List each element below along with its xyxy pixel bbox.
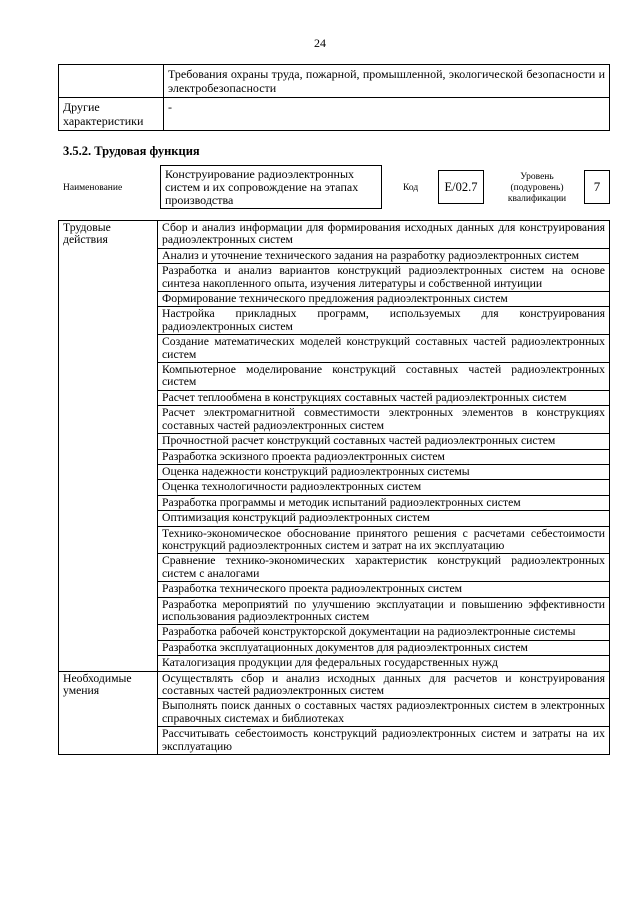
list-item: Выполнять поиск данных о составных частях радиоэлектронных систем в электронных справочных системах и библиотеках <box>158 699 610 727</box>
list-item: Оценка технологичности радиоэлектронных систем <box>158 480 610 495</box>
list-item: Осуществлять сбор и анализ исходных данных для расчетов и конструирования составных частей радиоэлектронных систем <box>158 671 610 699</box>
list-item: Расчет теплообмена в конструкциях составных частей радиоэлектронных систем <box>158 390 610 405</box>
list-item: Настройка прикладных программ, используемых для конструирования радиоэлектронных систем <box>158 307 610 335</box>
row-value: - <box>164 98 610 131</box>
row-label <box>59 65 164 98</box>
section-title: 3.5.2. Трудовая функция <box>63 144 200 158</box>
category-label: Трудовые действия <box>59 221 158 672</box>
table-row <box>59 65 610 98</box>
list-item: Разработка эксплуатационных документов для радиоэлектронных систем <box>158 640 610 655</box>
list-item: Разработка эскизного проекта радиоэлектронных систем <box>158 449 610 464</box>
level-label: Уровень (подуровень) квалификации <box>507 172 567 204</box>
level-value: 7 <box>584 170 610 204</box>
table-row <box>59 221 610 249</box>
list-item: Разработка программы и методик испытаний радиоэлектронных систем <box>158 495 610 510</box>
row-label: Другие характеристики <box>59 98 164 131</box>
list-item: Оптимизация конструкций радиоэлектронных систем <box>158 511 610 526</box>
list-item: Оценка надежности конструкций радиоэлектронных системы <box>158 464 610 479</box>
list-item: Компьютерное моделирование конструкций составных частей радиоэлектронных систем <box>158 363 610 391</box>
table-row <box>59 671 610 699</box>
list-item: Сбор и анализ информации для формирования исходных данных для конструирования радиоэлектронных систем <box>158 221 610 249</box>
list-item: Анализ и уточнение технического задания на разработку радиоэлектронных систем <box>158 248 610 263</box>
code-label: Код <box>403 183 419 193</box>
name-label: Наименование <box>63 183 123 193</box>
category-label: Необходимые умения <box>59 671 158 754</box>
list-item: Разработка и анализ вариантов конструкций радиоэлектронных систем на основе синтеза накопленного опыта, изучения литературы и собственной интуиции <box>158 264 610 292</box>
list-item: Расчет электромагнитной совместимости электронных элементов в конструкциях составных частей радиоэлектронных систем <box>158 406 610 434</box>
page-number: 24 <box>314 36 326 50</box>
list-item: Каталогизация продукции для федеральных государственных нужд <box>158 656 610 671</box>
list-item: Разработка мероприятий по улучшению эксплуатации и повышению эффективности использования радиоэлектронных систем <box>158 597 610 625</box>
list-item: Сравнение технико-экономических характеристик конструкций радиоэлектронных систем с аналогами <box>158 554 610 582</box>
list-item: Формирование технического предложения радиоэлектронных систем <box>158 292 610 307</box>
list-item: Разработка рабочей конструкторской документации на радиоэлектронные системы <box>158 625 610 640</box>
list-item: Технико-экономическое обоснование принятого решения с расчетами себестоимости конструкций радиоэлектронных систем и затрат на их эксплуатацию <box>158 526 610 554</box>
code-value: E/02.7 <box>438 170 484 204</box>
top-table <box>58 64 610 131</box>
table-row <box>59 98 610 131</box>
row-value: Требования охраны труда, пожарной, промышленной, экологической безопасности и электробезопасности <box>164 65 610 98</box>
main-table <box>58 220 610 755</box>
list-item: Создание математических моделей конструкций составных частей радиоэлектронных систем <box>158 335 610 363</box>
list-item: Рассчитывать себестоимость конструкций радиоэлектронных систем и затраты на их эксплуатацию <box>158 727 610 755</box>
list-item: Прочностной расчет конструкций составных частей радиоэлектронных систем <box>158 434 610 449</box>
list-item: Разработка технического проекта радиоэлектронных систем <box>158 582 610 597</box>
function-name: Конструирование радиоэлектронных систем и их сопровождение на этапах производства <box>160 165 382 209</box>
